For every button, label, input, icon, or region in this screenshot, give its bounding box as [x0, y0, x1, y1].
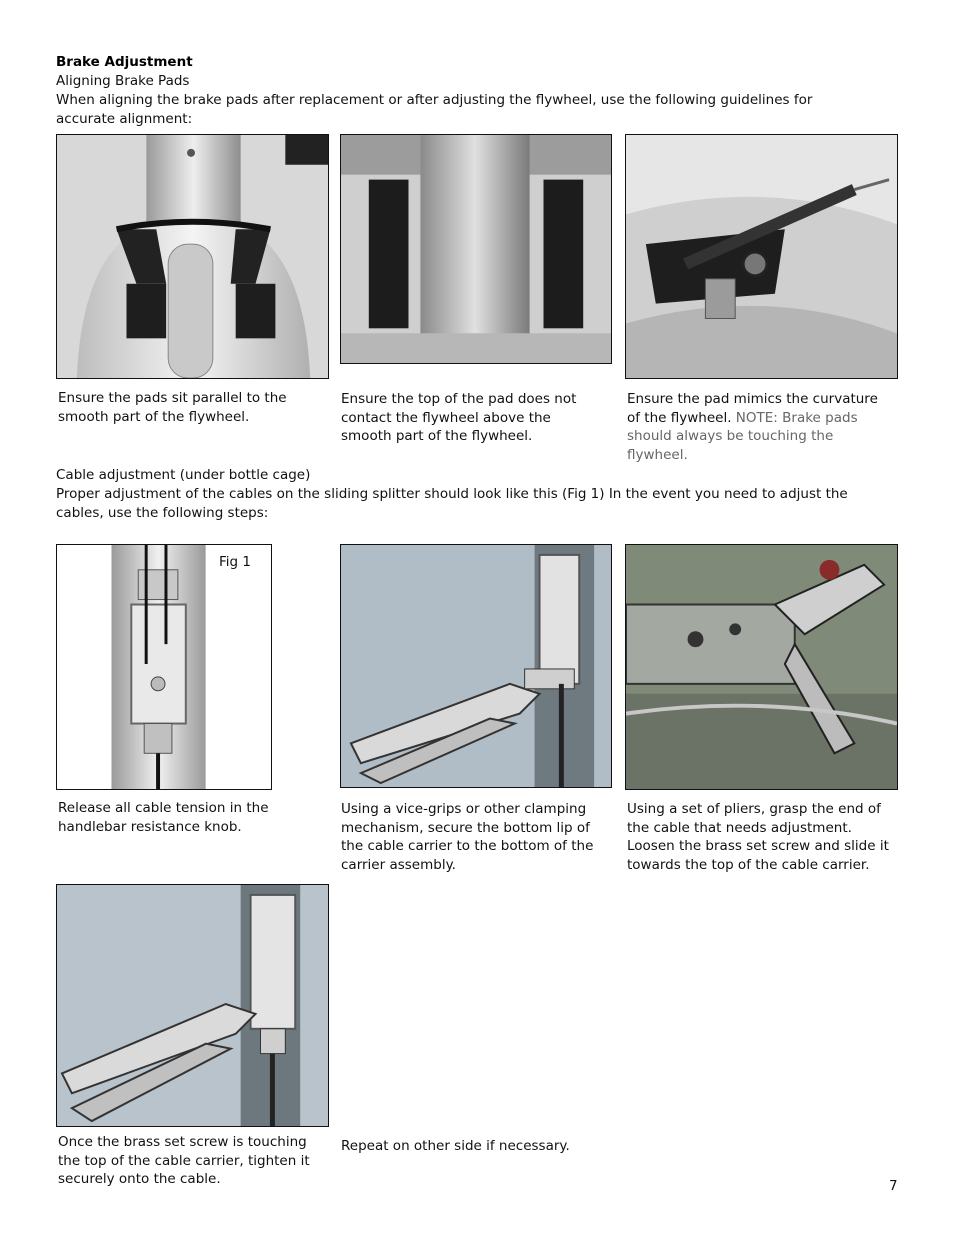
- cable-heading: Cable adjustment (under bottle cage): [56, 467, 311, 483]
- subheading: Aligning Brake Pads: [56, 73, 190, 89]
- fig1-label: Fig 1: [219, 554, 251, 570]
- brake-note: NOTE: Brake pads should always be touching the flywheel.: [627, 409, 858, 463]
- page-number: 7: [889, 1178, 898, 1194]
- step-caption-3: Using a set of pliers, grasp the end of the cable that needs adjustment. Loosen the brass set screw and slide it towards the top of the cable carrier.: [627, 801, 889, 873]
- fig1-photo: [56, 544, 272, 790]
- step-caption-5: Repeat on other side if necessary.: [341, 1138, 570, 1154]
- step-caption-2: Using a vice-grips or other clamping mechanism, secure the bottom lip of the cable carrier to the bottom of the carrier assembly.: [341, 801, 594, 873]
- intro-text: When aligning the brake pads after replacement or after adjusting the flywheel, use the following guidelines for accurate alignment:: [56, 92, 813, 127]
- step-caption-1: Release all cable tension in the handlebar resistance knob.: [58, 800, 269, 835]
- brake-photo-side: [340, 134, 612, 364]
- cable-intro: Proper adjustment of the cables on the sliding splitter should look like this (Fig 1) In the event you need to adjust the cables, use the following steps:: [56, 486, 848, 521]
- pliers-photo: [625, 544, 898, 790]
- brake-caption-2: Ensure the top of the pad does not contact the flywheel above the smooth part of the flywheel.: [341, 391, 577, 444]
- brake-photo-curvature: [625, 134, 898, 379]
- brake-caption-1: Ensure the pads sit parallel to the smooth part of the flywheel.: [58, 390, 287, 425]
- vice-grip-photo: [340, 544, 612, 788]
- tighten-screw-photo: [56, 884, 329, 1127]
- step-caption-4: Once the brass set screw is touching the top of the cable carrier, tighten it securely onto the cable.: [58, 1134, 310, 1187]
- section-heading: Brake Adjustment: [56, 54, 193, 70]
- brake-photo-front: [56, 134, 329, 379]
- brake-caption-3-text: Ensure the pad mimics the curvature of the flywheel.: [627, 391, 878, 426]
- brake-caption-3: [627, 390, 889, 464]
